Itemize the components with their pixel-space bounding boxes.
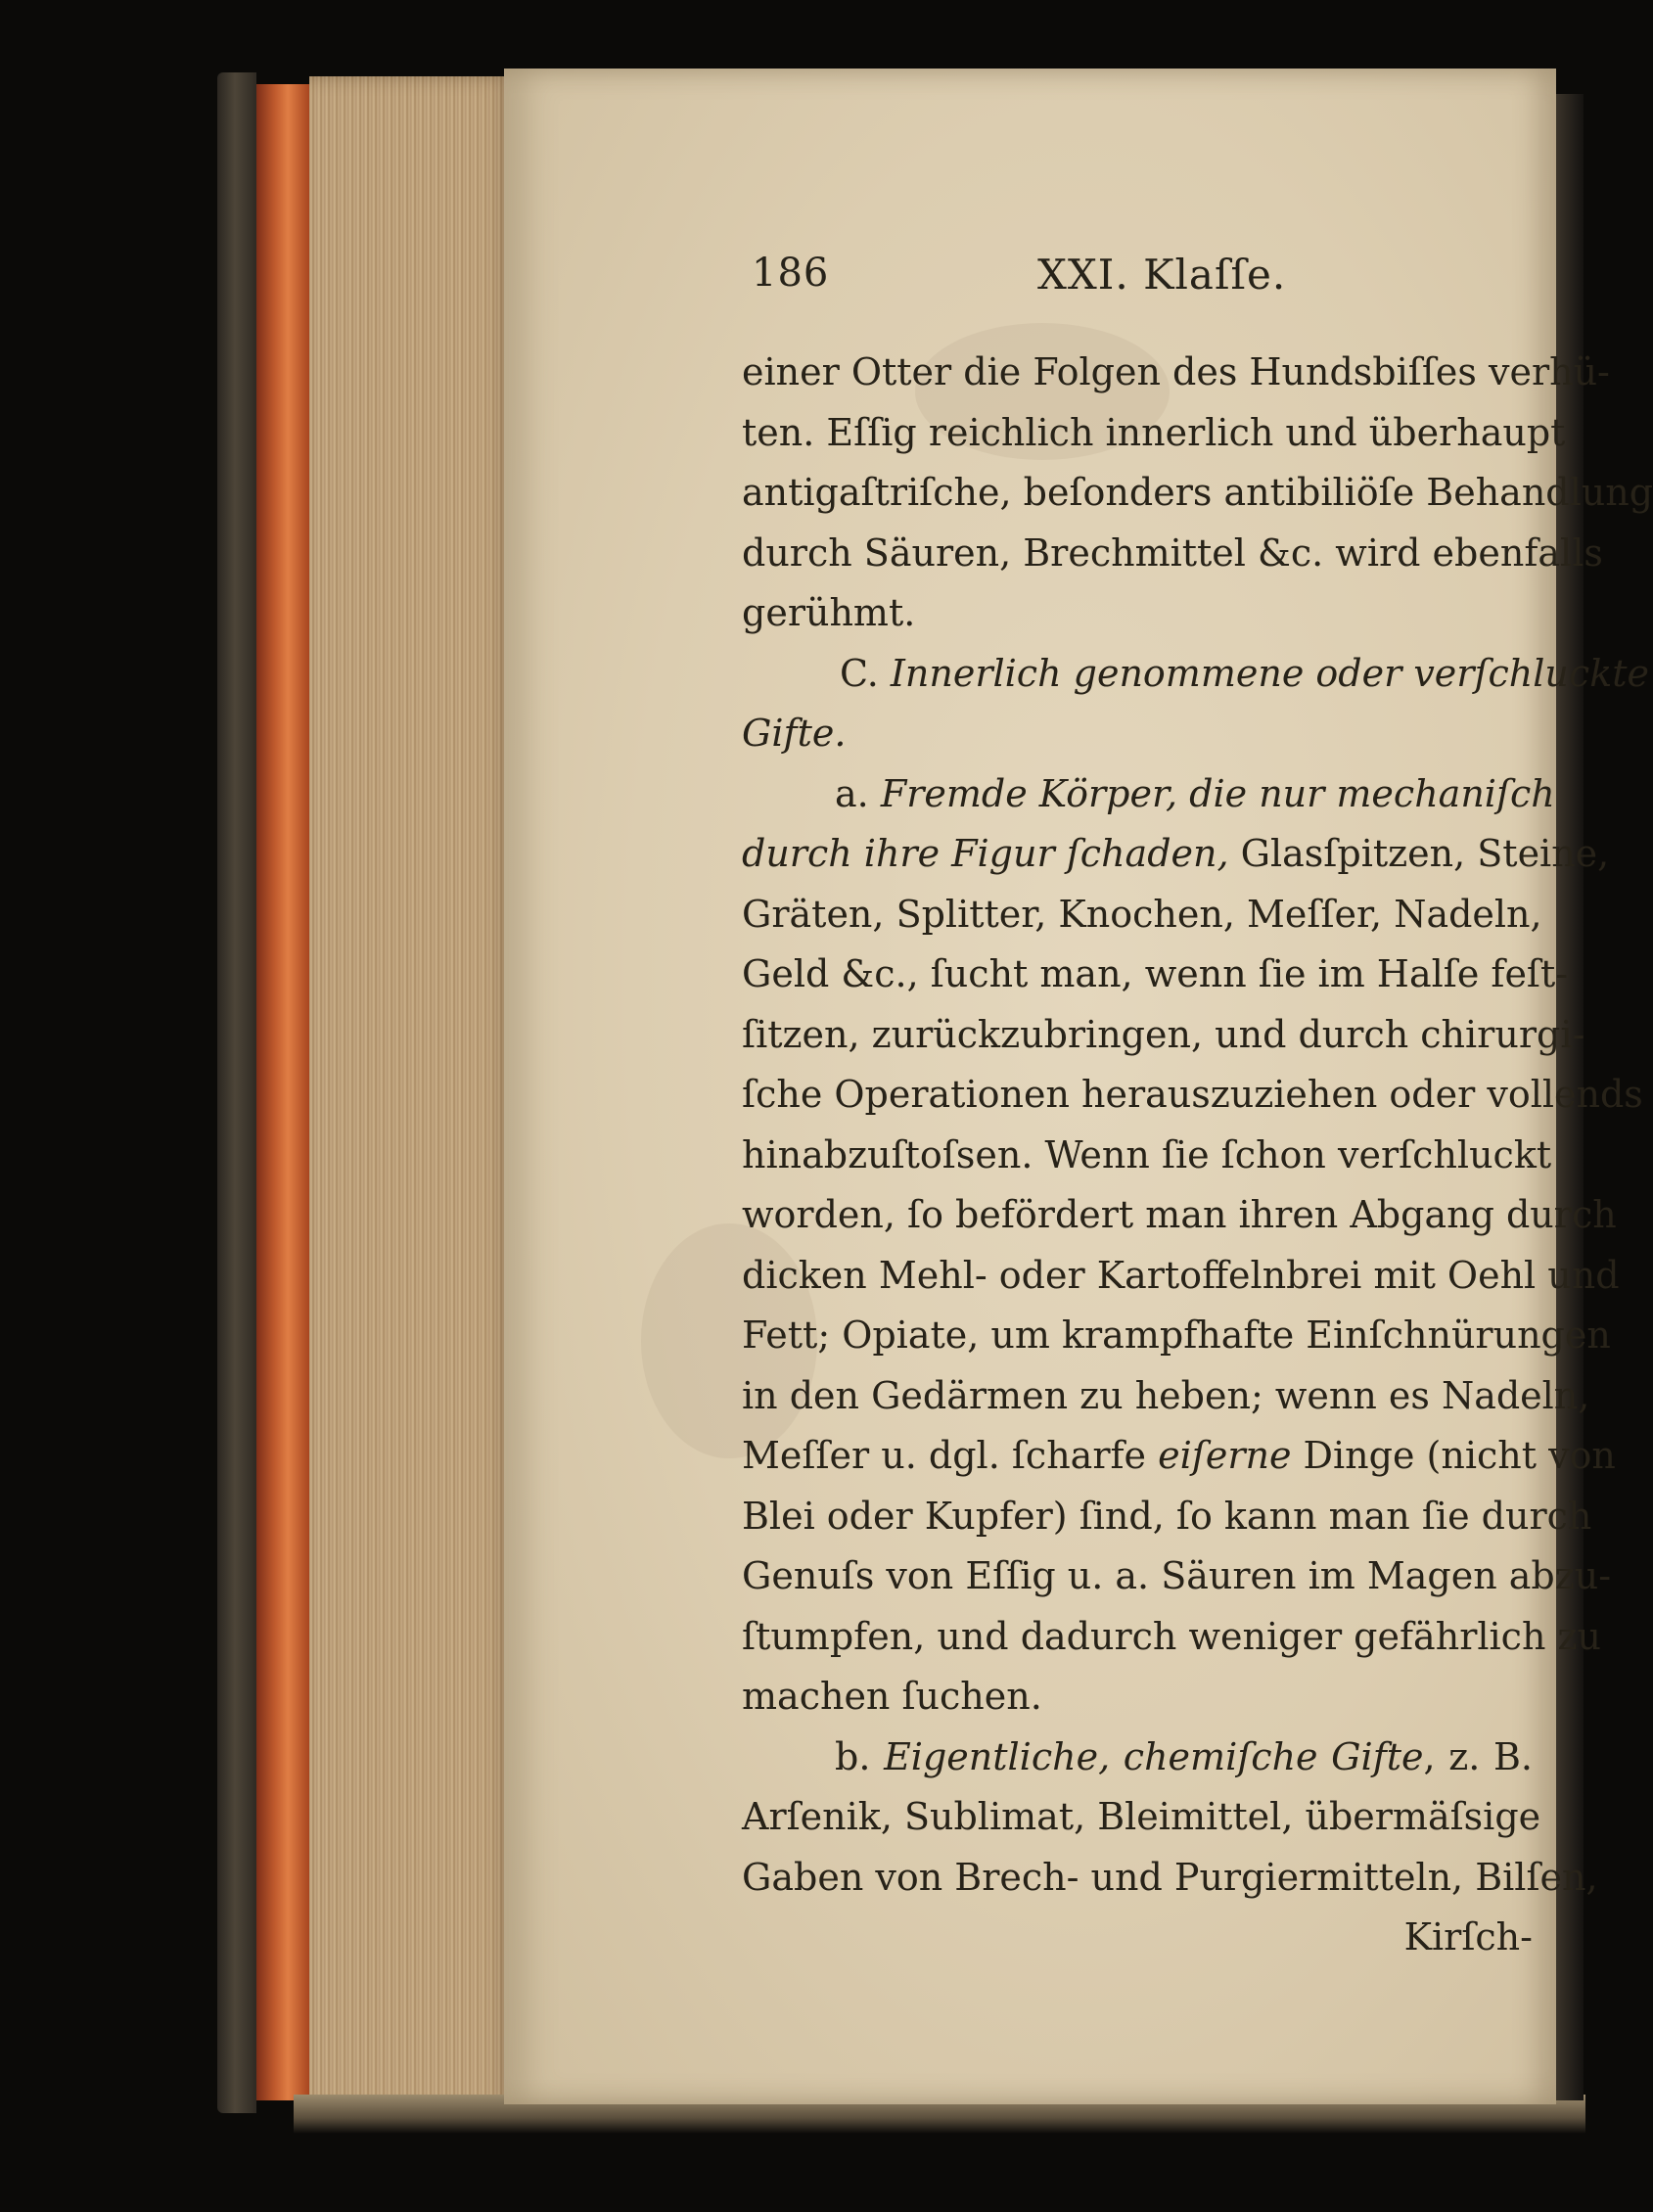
running-head: XXI. Klaſſe.: [1037, 251, 1287, 299]
text-line: [742, 343, 1610, 403]
page-number: 186: [752, 251, 830, 296]
text-line: [742, 1908, 1533, 1968]
text-line: [742, 1366, 1590, 1427]
italic-text: Eigentliche, chemiſche Gifte: [884, 1734, 1424, 1778]
text-line: [742, 1607, 1601, 1668]
text-run: machen ſuchen.: [742, 1675, 1042, 1718]
text-line: [742, 1005, 1585, 1066]
text-line: [742, 1787, 1541, 1848]
text-line: [742, 824, 1610, 885]
red-page-edge: [256, 84, 309, 2100]
text-line: [742, 1426, 1616, 1487]
text-line: [742, 644, 1649, 705]
text-run: Geld &c., ſucht man, wenn ſie im Halſe feſt-: [742, 952, 1569, 995]
text-run: antigaſtriſche, beſonders antibiliöſe Behandlung: [742, 471, 1653, 514]
text-run: Kirſch-: [1403, 1915, 1533, 1959]
italic-text: Innerlich genommene oder verſchluckte: [890, 651, 1649, 695]
text-run: b.: [835, 1734, 885, 1778]
text-run: ſche Operationen herauszuziehen oder vollends: [742, 1073, 1643, 1116]
text-line: [742, 764, 1555, 825]
text-line: [742, 885, 1542, 945]
text-run: Arſenik, Sublimat, Bleimittel, übermäſsige: [742, 1795, 1541, 1838]
text-line: [742, 463, 1653, 524]
text-line: [742, 583, 1533, 644]
text-run: ten. Eſſig reichlich innerlich und überhaupt: [742, 410, 1566, 454]
text-line: [742, 945, 1569, 1005]
text-run: Genuſs von Eſſig u. a. Säuren im Magen abzu-: [742, 1554, 1612, 1597]
text-run: ſitzen, zurückzubringen, und durch chirurgi-: [742, 1012, 1585, 1056]
text-run: hinabzuſtoſsen. Wenn ſie ſchon verſchluckt: [742, 1132, 1552, 1176]
text-line: [742, 1306, 1611, 1366]
text-run: einer Otter die Folgen des Hundsbiſſes verhü-: [742, 350, 1610, 393]
page-stack-edge: [309, 76, 515, 2112]
text-line: [742, 1065, 1643, 1126]
text-line: [742, 403, 1566, 464]
text-run: a.: [835, 771, 881, 815]
text-run: Dinge (nicht von: [1291, 1434, 1616, 1477]
text-line: [742, 1185, 1617, 1246]
text-line: [742, 1848, 1598, 1909]
text-run: Gräten, Splitter, Knochen, Meſſer, Nadeln,: [742, 892, 1542, 936]
text-line: [742, 524, 1603, 584]
text-run: Glasſpitzen, Steine,: [1228, 832, 1610, 875]
text-run: dicken Mehl- oder Kartoffelnbrei mit Oehl und: [742, 1253, 1620, 1297]
text-line: [742, 704, 1533, 764]
text-line: [742, 1546, 1612, 1607]
text-run: durch Säuren, Brechmittel &c. wird ebenfalls: [742, 530, 1603, 575]
page-header: [752, 251, 1525, 309]
book-spine: [217, 72, 256, 2113]
text-run: , z. B.: [1423, 1734, 1534, 1778]
text-line: [742, 1246, 1620, 1307]
text-line: [742, 1487, 1592, 1547]
text-run: Meſſer u. dgl. ſcharfe: [742, 1434, 1159, 1477]
italic-text: eiſerne: [1158, 1434, 1292, 1477]
text-run: worden, ſo befördert man ihren Abgang durch: [742, 1193, 1617, 1236]
italic-text: Gifte.: [742, 712, 847, 755]
text-run: ſtumpfen, und dadurch weniger gefährlich zu: [742, 1614, 1601, 1658]
text-run: Blei oder Kupfer) ſind, ſo kann man ſie durch: [742, 1494, 1592, 1538]
text-run: C.: [840, 651, 891, 695]
text-line: [742, 1667, 1533, 1728]
text-run: Fett; Opiate, um krampfhafte Einſchnürungen: [742, 1313, 1611, 1357]
text-run: Gaben von Brech- und Purgiermitteln, Bilſen,: [742, 1855, 1598, 1899]
text-run: gerühmt.: [742, 591, 916, 634]
italic-text: durch ihre Figur ſchaden,: [742, 832, 1229, 875]
text-run: in den Gedärmen zu heben; wenn es Nadeln,: [742, 1373, 1590, 1417]
italic-text: Fremde Körper, die nur mechaniſch: [880, 771, 1555, 815]
text-line: [742, 1126, 1552, 1186]
text-line: [742, 1728, 1533, 1788]
body-text: [742, 343, 1653, 1968]
